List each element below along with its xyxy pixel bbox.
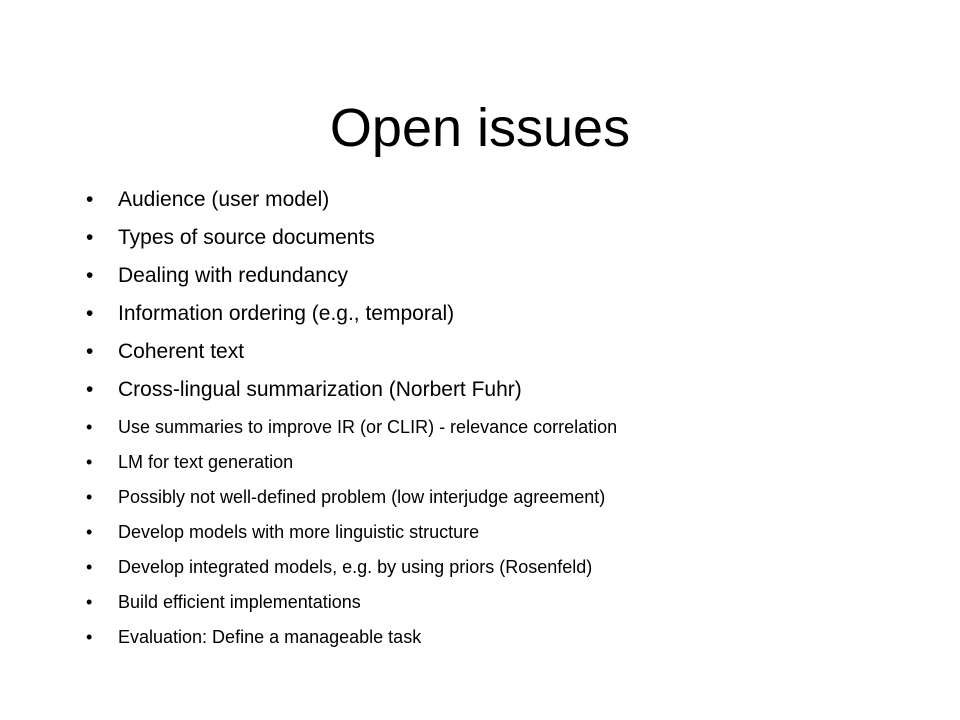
bullet-text: Use summaries to improve IR (or CLIR) - relevance correlation — [118, 417, 618, 437]
bullet-icon: • — [86, 557, 93, 577]
bullet-icon: • — [86, 226, 94, 249]
bullet-icon: • — [86, 522, 93, 542]
bullet-text: Develop models with more linguistic structure — [118, 522, 480, 542]
bullet-icon: • — [86, 417, 93, 437]
bullet-text: LM for text generation — [118, 452, 294, 472]
bullet-text: Develop integrated models, e.g. by using priors (Rosenfeld) — [118, 557, 593, 577]
bullet-text: Information ordering (e.g., temporal) — [118, 302, 455, 325]
bullet-icon: • — [86, 302, 94, 325]
bullet-icon: • — [86, 378, 94, 401]
bullet-text: Possibly not well-defined problem (low interjudge agreement) — [118, 487, 606, 507]
bullet-icon: • — [86, 592, 93, 612]
bullet-text: Build efficient implementations — [118, 592, 361, 612]
bullet-text: Audience (user model) — [118, 188, 330, 211]
bullet-text: Cross-lingual summarization (Norbert Fuhr) — [118, 378, 522, 401]
bullet-icon: • — [86, 264, 94, 287]
bullet-text: Types of source documents — [118, 226, 375, 249]
bullet-icon: • — [86, 340, 94, 363]
bullet-icon: • — [86, 627, 93, 647]
slide-title: Open issues — [329, 98, 631, 158]
bullet-icon: • — [86, 188, 94, 211]
bullet-text: Evaluation: Define a manageable task — [118, 627, 422, 647]
bullet-icon: • — [86, 452, 93, 472]
bullet-text: Dealing with redundancy — [118, 264, 348, 287]
bullet-icon: • — [86, 487, 93, 507]
bullet-text: Coherent text — [118, 340, 245, 363]
